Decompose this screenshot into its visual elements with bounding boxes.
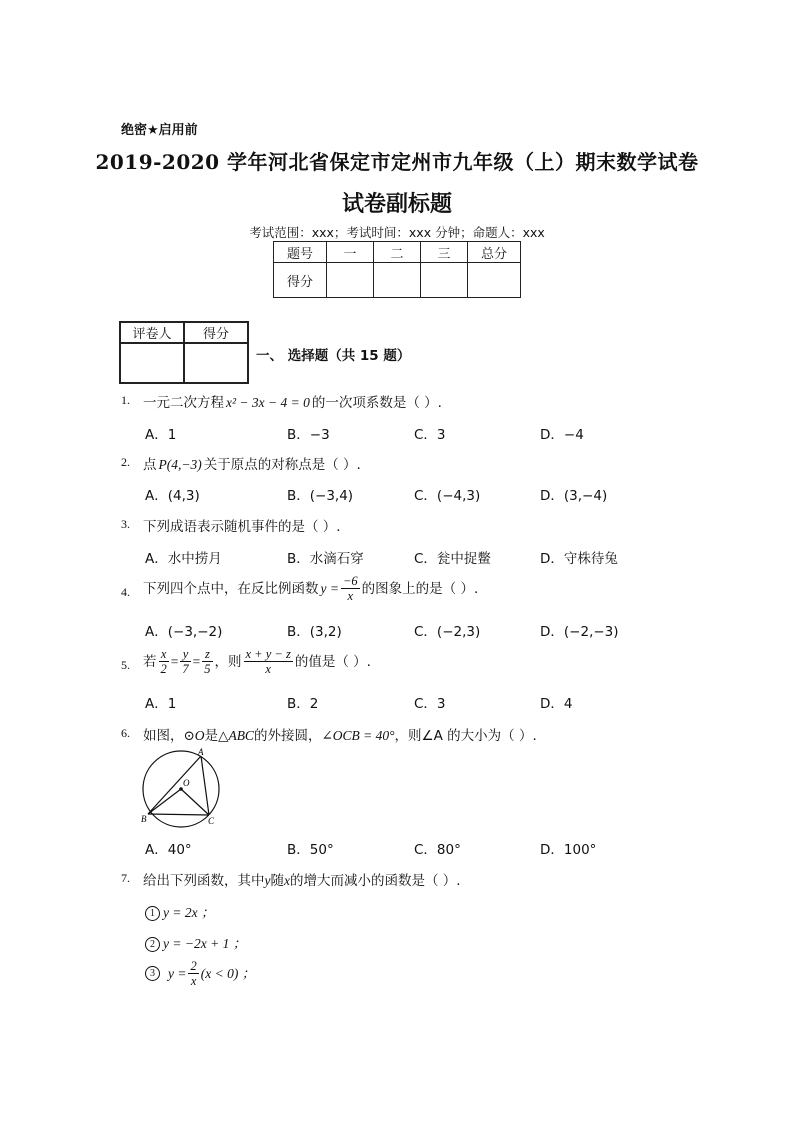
question-text: 若 <box>143 653 157 670</box>
triangle-side-bc <box>148 814 209 815</box>
option-d[interactable]: D．(3,−4) <box>540 488 608 504</box>
score-header-cell: 一 <box>327 242 374 263</box>
option-d[interactable]: D．守株待兔 <box>540 551 618 567</box>
option-a[interactable]: A．(4,3) <box>145 488 200 504</box>
exam-info: 考试范围：xxx；考试时间：xxx 分钟；命题人：xxx <box>249 225 545 240</box>
question-text: 的图象上的是（ ）. <box>361 580 479 597</box>
score-cell[interactable] <box>374 263 421 298</box>
math-expression: △ABC <box>218 728 254 743</box>
circled-number: 2 <box>145 937 160 952</box>
fraction-denominator: x <box>265 662 271 677</box>
option-b[interactable]: B．(3,2) <box>287 624 342 640</box>
score-table <box>273 241 521 298</box>
grader-header-cell: 评卷人 <box>120 322 184 343</box>
triangle-side-ab <box>148 756 201 814</box>
question-text: 如图， <box>143 728 184 744</box>
fraction-numerator: x <box>159 647 169 662</box>
score-cell[interactable] <box>421 263 468 298</box>
math-expression: x <box>284 873 290 888</box>
option-a[interactable]: A．40° <box>145 842 192 858</box>
question-number: 1. <box>121 393 130 407</box>
option-c[interactable]: C．瓮中捉鳖 <box>414 551 491 567</box>
circumcircle-figure <box>138 748 228 830</box>
label-a: A <box>198 748 204 757</box>
question-number: 7. <box>121 871 130 885</box>
option-a[interactable]: A．水中捞月 <box>145 551 222 567</box>
triangle-side-ca <box>201 756 209 815</box>
option-d[interactable]: D．−4 <box>540 427 584 443</box>
question-6-text <box>143 724 537 744</box>
question-text: 一元二次方程 <box>143 395 224 411</box>
fraction <box>180 647 190 677</box>
question-number: 2. <box>121 455 130 469</box>
function-item-2 <box>145 932 246 952</box>
question-text: 的值是（ ）. <box>294 653 371 670</box>
score-cell[interactable] <box>327 263 374 298</box>
question-5-text: 若 $\frac{x}{2}$ = $\frac{y}{7}$ = $\frac{z}{5}$ ，则 $\frac{x + y - z}{x}$ 的值是（ ）. <box>143 647 371 677</box>
question-1-text <box>143 391 442 411</box>
question-2-text <box>143 453 361 473</box>
question-text: 随 <box>270 873 284 889</box>
section-title: 一、 选择题（共 15 题） <box>256 348 411 364</box>
option-c[interactable]: C．80° <box>414 842 461 858</box>
question-text: 关于原点的对称点是（ ）. <box>203 457 361 473</box>
math-expression: ⊙O <box>183 728 205 743</box>
score-header-cell: 总分 <box>468 242 521 263</box>
label-c: C <box>208 816 215 826</box>
question-4-text <box>143 574 478 604</box>
option-d[interactable]: D．100° <box>540 842 597 858</box>
math-expression: y = <box>320 580 339 596</box>
math-expression: y = <box>168 965 187 981</box>
radius-oc <box>181 789 209 815</box>
fraction-denominator: 7 <box>182 662 189 677</box>
option-c[interactable]: C．3 <box>414 696 446 712</box>
fraction-numerator: z <box>202 647 212 662</box>
radius-ob <box>148 789 181 814</box>
question-text: 给出下列函数，其中 <box>143 873 265 889</box>
math-expression: (x < 0) ； <box>200 965 256 981</box>
fraction-denominator: 2 <box>160 662 167 677</box>
question-text: ，则∠A 的大小为（ ）. <box>394 728 537 744</box>
question-3-text: 下列成语表示随机事件的是（ ）. <box>143 519 341 535</box>
label-b: B <box>141 814 147 824</box>
secret-label: 绝密★启用前 <box>121 123 198 138</box>
option-b[interactable]: B．(−3,4) <box>287 488 354 504</box>
fraction <box>341 574 360 604</box>
circled-number: 1 <box>145 906 160 921</box>
fraction <box>202 647 212 677</box>
fraction-numerator: x + y − z <box>245 647 291 661</box>
score-cell[interactable] <box>468 263 521 298</box>
fraction-denominator: x <box>190 974 197 989</box>
score-header-cell: 三 <box>421 242 468 263</box>
option-c[interactable]: C．(−4,3) <box>414 488 481 504</box>
math-expression: y = 2x ； <box>163 905 215 920</box>
option-b[interactable]: B．50° <box>287 842 334 858</box>
math-expression: y <box>264 873 271 888</box>
fraction-denominator: 5 <box>204 662 211 677</box>
question-text: 的一次项系数是（ ）. <box>311 395 442 411</box>
grader-cell[interactable] <box>120 343 184 383</box>
question-text: 点 <box>143 457 157 473</box>
question-text: 下列四个点中，在反比例函数 <box>143 580 319 597</box>
label-o: O <box>183 778 190 788</box>
exam-title: 2019-2020 学年河北省保定市定州市九年级（上）期末数学试卷 <box>95 150 699 174</box>
question-text: 的外接圆， <box>253 728 322 744</box>
score-header-cell: 二 <box>374 242 421 263</box>
function-item-1 <box>145 901 214 921</box>
question-7-text <box>143 869 461 889</box>
circled-number: 3 <box>145 966 160 981</box>
math-expression: ∠OCB = 40° <box>321 728 395 743</box>
score-header-cell: 题号 <box>274 242 327 263</box>
option-a[interactable]: A．1 <box>145 696 177 712</box>
fraction <box>188 959 198 989</box>
grader-box <box>119 321 249 384</box>
fraction-numerator: −6 <box>342 574 358 588</box>
grader-cell[interactable] <box>184 343 248 383</box>
exam-subtitle: 试卷副标题 <box>341 192 452 217</box>
math-expression: P(4,−3) <box>158 457 202 472</box>
question-text: ，则 <box>214 653 242 670</box>
option-b[interactable]: B．水滴石穿 <box>287 551 364 567</box>
question-number: 4. <box>121 585 130 599</box>
option-b[interactable]: B．−3 <box>287 427 330 443</box>
fraction-numerator: 2 <box>190 959 197 973</box>
question-number: 3. <box>121 517 130 531</box>
fraction-numerator: y <box>180 647 190 662</box>
question-text: 的增大而减小的函数是（ ）. <box>290 873 461 889</box>
fraction-denominator: x <box>347 589 354 604</box>
math-expression: y = −2x + 1 ； <box>163 936 247 951</box>
option-a[interactable]: A．1 <box>145 427 177 443</box>
option-b[interactable]: B．2 <box>287 696 319 712</box>
question-number: 5. <box>121 658 130 672</box>
fraction <box>244 647 293 677</box>
question-number: 6. <box>121 726 130 740</box>
fraction <box>159 647 169 677</box>
function-item-3 <box>145 959 255 989</box>
option-d[interactable]: D．4 <box>540 696 573 712</box>
option-c[interactable]: C．(−2,3) <box>414 624 481 640</box>
math-expression: x² − 3x − 4 = 0 <box>226 395 310 410</box>
question-text: 是 <box>204 728 219 744</box>
grader-header-cell: 得分 <box>184 322 248 343</box>
score-row-label: 得分 <box>274 263 327 298</box>
option-d[interactable]: D．(−2,−3) <box>540 624 619 640</box>
option-a[interactable]: A．(−3,−2) <box>145 624 223 640</box>
option-c[interactable]: C．3 <box>414 427 446 443</box>
